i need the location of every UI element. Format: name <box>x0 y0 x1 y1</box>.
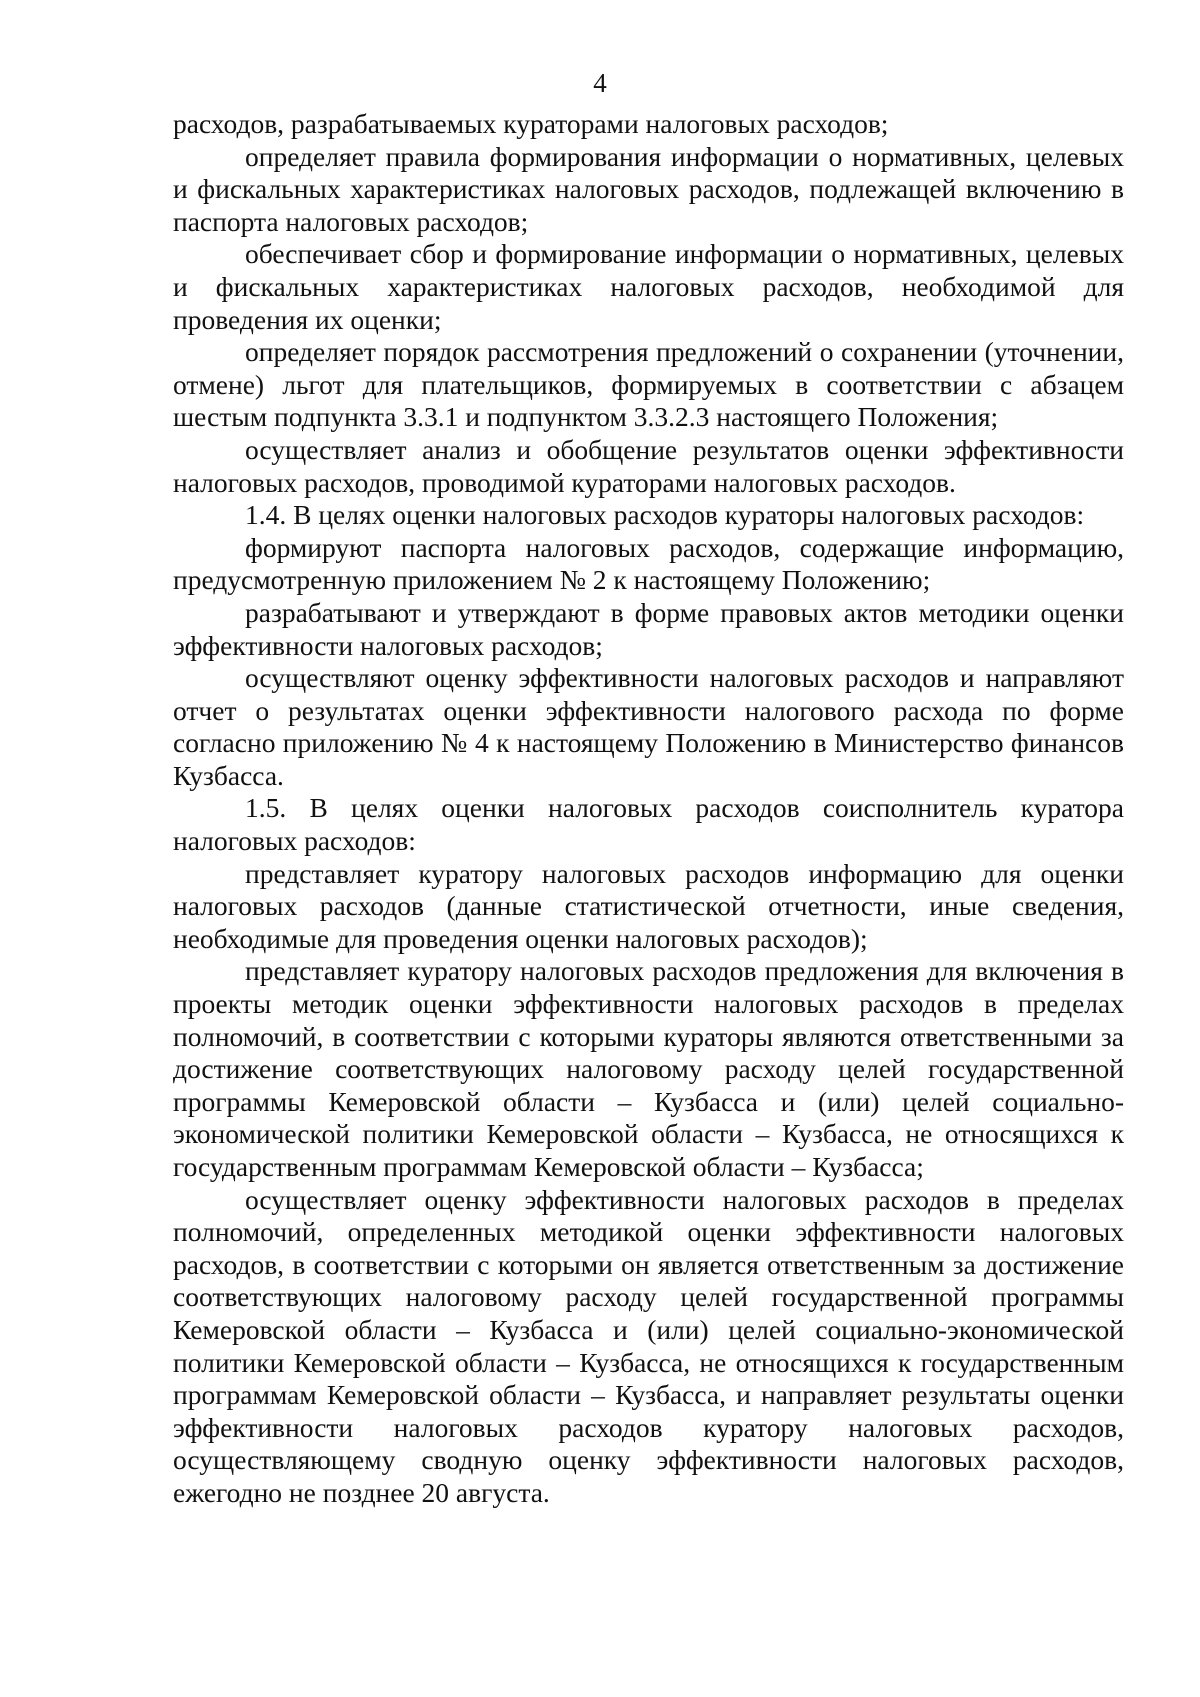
paragraph: разрабатывают и утверждают в форме правовых актов методики оценки эффективности налоговых расходов; <box>173 596 1124 661</box>
paragraph-continuation: расходов, разрабатываемых кураторами налоговых расходов; <box>173 108 889 139</box>
paragraph: определяет порядок рассмотрения предложений о сохранении (уточнении, отмене) льгот для плательщиков, формируемых в соответствии с абзацем шестым подпункта 3.3.1 и подпунктом 3.3.2.3 настоящего Положения; <box>173 336 1124 433</box>
paragraph: осуществляет оценку эффективности налоговых расходов в пределах полномочий, определенных методикой оценки эффективности налоговых расходов, в соответствии с которыми он является ответственным за достижение соответствующих налоговому расходу целей государственной программы Кемеровской области – Кузбасса и (или) целей социально-экономической политики Кемеровской области – Кузбасса, не относящихся к государственным программам Кемеровской области – Кузбасса, и направляет результаты оценки эффективности налоговых расходов куратору налоговых расходов, осуществляющему сводную оценку эффективности налоговых расходов, ежегодно не позднее 20 августа. <box>173 1183 1124 1508</box>
paragraph: представляет куратору налоговых расходов предложения для включения в проекты методик оценки эффективности налоговых расходов в пределах полномочий, в соответствии с которыми кураторы являются ответственными за достижение соответствующих налоговому расходу целей государственной программы Кемеровской области – Кузбасса и (или) целей социально-экономической политики Кемеровской области – Кузбасса, не относящихся к государственным программам Кемеровской области – Кузбасса; <box>173 955 1124 1182</box>
document-body <box>173 108 1124 1510</box>
section-paragraph-1-5: 1.5. В целях оценки налоговых расходов соисполнитель куратора налоговых расходов: <box>173 792 1124 857</box>
paragraph: представляет куратору налоговых расходов информацию для оценки налоговых расходов (данные статистической отчетности, иные сведения, необходимые для проведения оценки налоговых расходов); <box>173 857 1124 954</box>
paragraph: формируют паспорта налоговых расходов, содержащие информацию, предусмотренную приложением № 2 к настоящему Положению; <box>173 531 1124 596</box>
paragraph: осуществляет анализ и обобщение результатов оценки эффективности налоговых расходов, проводимой кураторами налоговых расходов. <box>173 433 1124 498</box>
paragraph: обеспечивает сбор и формирование информации о нормативных, целевых и фискальных характеристиках налоговых расходов, необходимой для проведения их оценки; <box>173 238 1124 335</box>
paragraph: осуществляют оценку эффективности налоговых расходов и направляют отчет о результатах оценки эффективности налогового расхода по форме согласно приложению № 4 к настоящему Положению в Министерство финансов Кузбасса. <box>173 662 1124 791</box>
paragraph: определяет правила формирования информации о нормативных, целевых и фискальных характеристиках налоговых расходов, подлежащей включению в паспорта налоговых расходов; <box>173 140 1124 237</box>
section-paragraph-1-4: 1.4. В целях оценки налоговых расходов кураторы налоговых расходов: <box>245 499 1085 531</box>
page-number: 4 <box>593 68 607 98</box>
